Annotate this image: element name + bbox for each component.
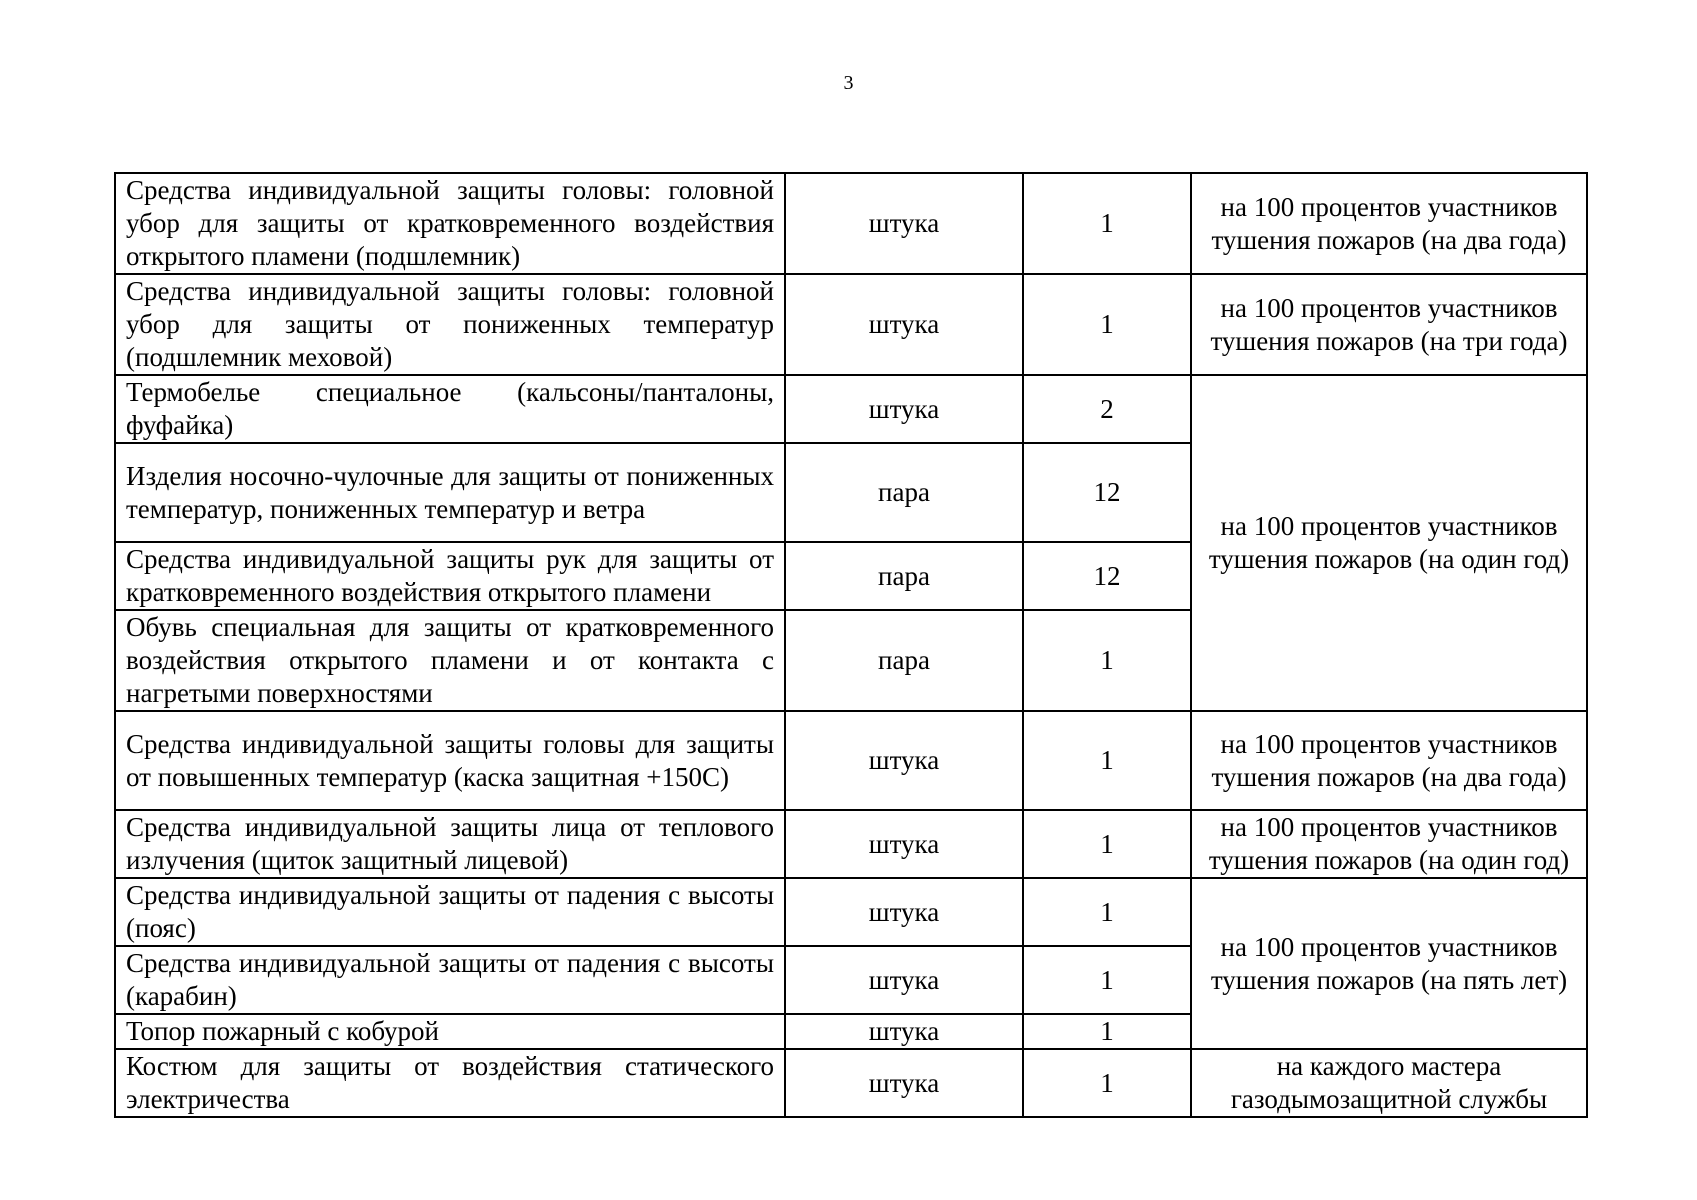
item-name-cell: Обувь специальная для защиты от кратковременного воздействия открытого пламени и от контакта с нагретыми поверхностями xyxy=(115,610,785,711)
unit-cell: штука xyxy=(785,1049,1023,1117)
issue-norm-cell: на каждого мастера газодымозащитной службы xyxy=(1191,1049,1587,1117)
page-number: 3 xyxy=(843,72,854,94)
quantity-cell: 2 xyxy=(1023,375,1191,443)
table-row xyxy=(115,274,1587,375)
quantity-cell: 1 xyxy=(1023,1014,1191,1049)
item-name-cell: Изделия носочно-чулочные для защиты от пониженных температур, пониженных температур и ветра xyxy=(115,443,785,542)
unit-cell: штука xyxy=(785,375,1023,443)
issue-norm-cell: на 100 процентов участников тушения пожаров (на пять лет) xyxy=(1191,878,1587,1049)
item-name-cell: Средства индивидуальной защиты от падения с высоты (пояс) xyxy=(115,878,785,946)
quantity-cell: 1 xyxy=(1023,878,1191,946)
unit-cell: пара xyxy=(785,542,1023,610)
item-name-cell: Средства индивидуальной защиты головы: головной убор для защиты от кратковременного воздействия открытого пламени (подшлемник) xyxy=(115,173,785,274)
unit-cell: штука xyxy=(785,878,1023,946)
unit-cell: штука xyxy=(785,274,1023,375)
item-name-cell: Средства индивидуальной защиты от падения с высоты (карабин) xyxy=(115,946,785,1014)
item-name-cell: Средства индивидуальной защиты головы для защиты от повышенных температур (каска защитная +150С) xyxy=(115,711,785,810)
issue-norm-cell: на 100 процентов участников тушения пожаров (на один год) xyxy=(1191,810,1587,878)
table-row xyxy=(115,711,1587,810)
item-name-cell: Средства индивидуальной защиты головы: головной убор для защиты от пониженных температур (подшлемник меховой) xyxy=(115,274,785,375)
item-name-cell: Средства индивидуальной защиты лица от теплового излучения (щиток защитный лицевой) xyxy=(115,810,785,878)
item-name-cell: Термобелье специальное (кальсоны/панталоны, фуфайка) xyxy=(115,375,785,443)
unit-cell: штука xyxy=(785,173,1023,274)
table-row xyxy=(115,173,1587,274)
table-row xyxy=(115,375,1587,443)
quantity-cell: 1 xyxy=(1023,610,1191,711)
equipment-norms-table xyxy=(114,172,1588,1118)
item-name-cell: Костюм для защиты от воздействия статического электричества xyxy=(115,1049,785,1117)
item-name-cell: Средства индивидуальной защиты рук для защиты от кратковременного воздействия открытого пламени xyxy=(115,542,785,610)
table-row xyxy=(115,878,1587,946)
quantity-cell: 1 xyxy=(1023,274,1191,375)
table-row xyxy=(115,810,1587,878)
unit-cell: пара xyxy=(785,610,1023,711)
item-name-cell: Топор пожарный с кобурой xyxy=(115,1014,785,1049)
quantity-cell: 1 xyxy=(1023,1049,1191,1117)
table-row xyxy=(115,1049,1587,1117)
quantity-cell: 12 xyxy=(1023,443,1191,542)
unit-cell: штука xyxy=(785,810,1023,878)
unit-cell: пара xyxy=(785,443,1023,542)
quantity-cell: 1 xyxy=(1023,173,1191,274)
issue-norm-cell: на 100 процентов участников тушения пожаров (на три года) xyxy=(1191,274,1587,375)
quantity-cell: 1 xyxy=(1023,946,1191,1014)
quantity-cell: 1 xyxy=(1023,810,1191,878)
issue-norm-cell: на 100 процентов участников тушения пожаров (на один год) xyxy=(1191,375,1587,711)
issue-norm-cell: на 100 процентов участников тушения пожаров (на два года) xyxy=(1191,173,1587,274)
quantity-cell: 1 xyxy=(1023,711,1191,810)
issue-norm-cell: на 100 процентов участников тушения пожаров (на два года) xyxy=(1191,711,1587,810)
unit-cell: штука xyxy=(785,1014,1023,1049)
unit-cell: штука xyxy=(785,946,1023,1014)
unit-cell: штука xyxy=(785,711,1023,810)
quantity-cell: 12 xyxy=(1023,542,1191,610)
